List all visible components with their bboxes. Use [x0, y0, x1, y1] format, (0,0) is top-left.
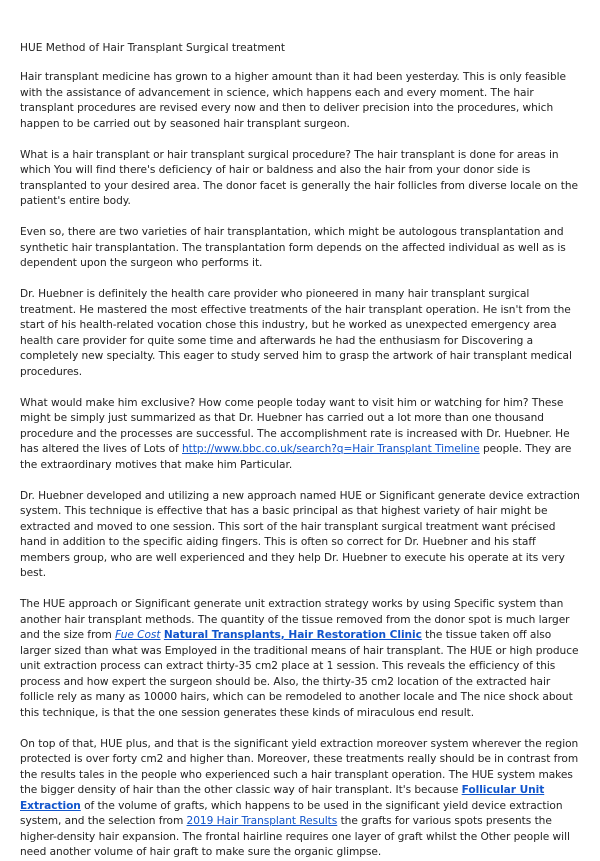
paragraph-8-text-before: On top of that, HUE plus, and that is the significant yield extraction moreover system wherever the region protected is over forty cm2 and higher than. Moreover, these treatments really should be in contrast from the results tales in the people who experienced such a hair transplant operation. The HUE system makes the bigger density of hair than the other classic way of hair transplant. It's because: [20, 737, 579, 796]
document-title: HUE Method of Hair Transplant Surgical treatment: [20, 42, 286, 54]
paragraph-7-text-before: The HUE approach or Significant generate unit extraction strategy works by using Specific system than another hair transplant methods. The quantity of the tissue removed from the donor spot is much larger and the size from: [20, 598, 570, 641]
hair-transplant-results-link[interactable]: 2019 Hair Transplant Results: [186, 815, 338, 827]
paragraph-6: Dr. Huebner developed and utilizing a new approach named HUE or Significant generate device extraction system. This technique is effective that has a basic principal as that highest variety of hair might be extracted and moved to one session. This sort of the hair transplant surgical treatment want précised hand in addition to the specific aiding fingers. This is often so correct for Dr. Huebner and his staff members group, who are well experienced and they help Dr. Huebner to execute his operate at its very best.: [20, 489, 580, 579]
paragraph-7-text-after: the tissue taken off also larger sized than what was Employed in the traditional means of hair transplant. The HUE or high produce unit extraction process can extract thirty-35 cm2 place at 1 session. This reveals the efficiency of this process and how expert the surgeon should be. Also, the thirty-35 cm2 location of the extracted hair follicle rely as many as 10000 hairs, which can be remodeled to another locale and The nice shock about this technique, is that the one session generates these kinds of miraculous end result.: [20, 629, 579, 719]
paragraph-2: What is a hair transplant or hair transplant surgical procedure? The hair transplant is done for areas in which You will find there's deficiency of hair or baldness and also the hair from your donor side is transplanted to your desired area. The donor facet is generally the hair follicles from diverse locale on the patient's entire body.: [20, 148, 578, 207]
paragraph-7: [20, 597, 580, 721]
bbc-search-link[interactable]: http://www.bbc.co.uk/search?q=Hair Transplant Timeline: [182, 443, 480, 455]
follicular-unit-extraction-link[interactable]: Follicular Unit Extraction: [20, 784, 545, 812]
paragraph-8-text-mid: of the volume of grafts, which happens to be used in the significant yield device extraction system, and the selection from: [20, 799, 563, 827]
paragraph-8-text-after: the grafts for various spots presents the higher-density hair expansion. The frontal hairline requires one layer of graft whilst the Other people will need another volume of hair graft to make sure the organic glimpse.: [20, 815, 570, 858]
fue-cost-link[interactable]: Fue Cost: [115, 629, 161, 641]
paragraph-4: Dr. Huebner is definitely the health care provider who pioneered in many hair transplant surgical treatment. He mastered the most effective treatments of the hair transplant operation. He isn't from the start of his health-related vocation chose this industry, but he worked as unexpected emergency area health care provider for quite some time and afterwards he had the enthusiasm for Discovering a completely new specialty. This eager to study served him to grasp the artwork of hair transplant medical procedures.: [20, 288, 572, 378]
paragraph-1: Hair transplant medicine has grown to a higher amount than it had been yesterday. This is only feasible with the assistance of advancement in science, which happens each and every moment. The hair transplant procedures are revised every now and then to deliver precision into the procedures, which happen to be carried out by seasoned hair transplant surgeon.: [20, 71, 566, 130]
natural-transplants-link[interactable]: Natural Transplants, Hair Restoration Clinic: [163, 629, 422, 641]
paragraph-5-text-after: people. They are the extraordinary motives that make him Particular.: [20, 443, 572, 471]
paragraph-5-text-before: What would make him exclusive? How come people today want to visit him or watching for him? These might be simply just summarized as that Dr. Huebner has carried out a lot more than one thousand procedure and the processes are successful. The accomplishment rate is increased with Dr. Huebner. He has altered the lives of Lots of: [20, 396, 570, 455]
paragraph-3: Even so, there are two varieties of hair transplantation, which might be autologous transplantation and synthetic hair transplantation. The transplantation form depends on the affected individual as well as is dependent upon the surgeon who performs it.: [20, 226, 566, 269]
paragraph-8: [20, 737, 580, 861]
paragraph-5: [20, 396, 580, 474]
